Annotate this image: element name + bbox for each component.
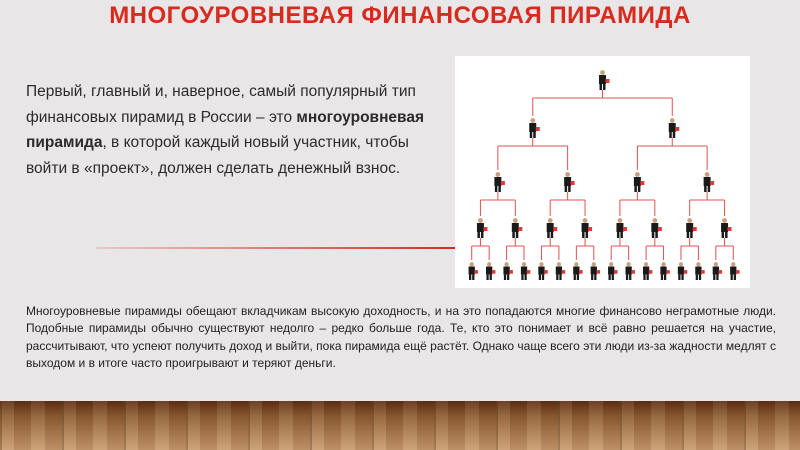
person-leg-icon [481,232,484,238]
person-leg-icon [533,132,536,138]
person-body-icon [556,267,562,275]
divider-line [96,247,456,249]
person-body-icon [512,223,519,232]
person-leg-icon [704,186,707,192]
person-head-icon [530,118,535,123]
person-head-icon [652,218,657,223]
person-body-icon [695,267,701,275]
person-body-icon [721,223,728,232]
person-leg-icon [612,275,614,280]
briefcase-icon [588,227,592,231]
person-head-icon [722,218,727,223]
person-leg-icon [669,132,672,138]
person-head-icon [609,262,613,266]
person-leg-icon [551,232,554,238]
person-leg-icon [521,275,523,280]
person-body-icon [651,223,658,232]
intro-bold-term: многоуровневая пирамида [26,108,425,151]
person-body-icon [686,223,693,232]
person-leg-icon [469,275,471,280]
briefcase-icon [684,270,688,274]
person-leg-icon [638,186,641,192]
person-head-icon [478,218,483,223]
person-body-icon [660,267,666,275]
intro-paragraph [26,79,426,181]
person-head-icon [600,70,605,75]
person-leg-icon [516,232,519,238]
briefcase-icon [631,270,635,274]
person-leg-icon [556,275,558,280]
briefcase-icon [666,270,670,274]
briefcase-icon [544,270,548,274]
briefcase-icon [675,127,679,131]
person-head-icon [592,262,596,266]
person-body-icon [573,267,579,275]
person-body-icon [486,267,492,275]
intro-text-start: Первый, главный и, наверное, самый популярный тип финансовых пирамид в России – это [26,83,416,126]
person-leg-icon [559,275,561,280]
person-head-icon [539,262,543,266]
person-head-icon [513,218,518,223]
person-leg-icon [725,232,728,238]
person-body-icon [469,267,475,275]
briefcase-icon [623,227,627,231]
person-body-icon [477,223,484,232]
person-leg-icon [647,275,649,280]
person-leg-icon [591,275,593,280]
person-leg-icon [600,84,603,90]
briefcase-icon [483,227,487,231]
person-leg-icon [734,275,736,280]
briefcase-icon [596,270,600,274]
person-leg-icon [603,84,606,90]
person-body-icon [591,267,597,275]
wooden-floor-decoration [0,401,800,450]
briefcase-icon [518,227,522,231]
person-leg-icon [495,186,498,192]
person-leg-icon [577,275,579,280]
person-leg-icon [716,275,718,280]
person-leg-icon [687,232,690,238]
person-leg-icon [681,275,683,280]
person-body-icon [564,177,571,186]
person-body-icon [713,267,719,275]
person-head-icon [679,262,683,266]
person-head-icon [618,218,623,223]
person-leg-icon [486,275,488,280]
person-body-icon [616,223,623,232]
briefcase-icon [553,227,557,231]
pyramid-diagram [455,56,750,288]
person-leg-icon [652,232,655,238]
person-head-icon [696,262,700,266]
person-body-icon [730,267,736,275]
person-leg-icon [678,275,680,280]
person-leg-icon [524,275,526,280]
person-leg-icon [634,186,637,192]
person-head-icon [635,172,640,177]
person-leg-icon [655,232,658,238]
briefcase-icon [562,270,566,274]
person-leg-icon [582,232,585,238]
person-leg-icon [690,232,693,238]
briefcase-icon [527,270,531,274]
person-head-icon [557,262,561,266]
person-head-icon [661,262,665,266]
person-head-icon [574,262,578,266]
briefcase-icon [509,270,513,274]
person-body-icon [494,177,501,186]
person-body-icon [503,267,509,275]
person-head-icon [565,172,570,177]
person-body-icon [643,267,649,275]
person-leg-icon [472,275,474,280]
person-leg-icon [477,232,480,238]
briefcase-icon [658,227,662,231]
person-leg-icon [629,275,631,280]
person-head-icon [644,262,648,266]
briefcase-icon [614,270,618,274]
person-body-icon [704,177,711,186]
briefcase-icon [536,127,540,131]
person-leg-icon [565,186,568,192]
person-leg-icon [722,232,725,238]
person-head-icon [670,118,675,123]
person-leg-icon [547,232,550,238]
person-leg-icon [594,275,596,280]
pyramid-illustration [455,56,750,288]
person-leg-icon [696,275,698,280]
person-head-icon [522,262,526,266]
person-leg-icon [664,275,666,280]
person-body-icon [678,267,684,275]
briefcase-icon [571,181,575,185]
briefcase-icon [492,270,496,274]
person-leg-icon [699,275,701,280]
briefcase-icon [728,227,732,231]
person-leg-icon [713,275,715,280]
body-paragraph: Многоуровневые пирамиды обещают вкладчикам высокую доходность, и на это попадаются многие финансово неграмотные люди. Подобные пирамиды обычно существуют недолго – редко больше года. Те, кто это понимает и всё равно решается на участие, рассчитывают, что успеют получить доход и выйти, пока пирамида ещё растёт. Однако чаще всего эти люди из-за жадности медлят с выходом и в итоге часто проигрывают и теряют деньги. [26,304,776,371]
briefcase-icon [701,270,705,274]
briefcase-icon [606,79,610,83]
person-leg-icon [708,186,711,192]
briefcase-icon [649,270,653,274]
person-head-icon [705,172,710,177]
person-body-icon [529,123,536,132]
person-head-icon [548,218,553,223]
person-body-icon [599,75,606,84]
person-leg-icon [539,275,541,280]
person-head-icon [687,218,692,223]
person-body-icon [634,177,641,186]
person-leg-icon [490,275,492,280]
person-leg-icon [586,232,589,238]
person-leg-icon [568,186,571,192]
person-body-icon [582,223,589,232]
person-body-icon [547,223,554,232]
briefcase-icon [736,270,740,274]
person-head-icon [731,262,735,266]
slide-title: МНОГОУРОВНЕВАЯ ФИНАНСОВАЯ ПИРАМИДА [109,2,691,29]
person-leg-icon [512,232,515,238]
person-body-icon [669,123,676,132]
person-leg-icon [731,275,733,280]
person-head-icon [470,262,474,266]
briefcase-icon [640,181,644,185]
person-leg-icon [609,275,611,280]
person-leg-icon [661,275,663,280]
person-leg-icon [530,132,533,138]
person-leg-icon [617,232,620,238]
person-head-icon [583,218,588,223]
person-body-icon [521,267,527,275]
person-head-icon [495,172,500,177]
person-head-icon [487,262,491,266]
person-head-icon [714,262,718,266]
person-leg-icon [507,275,509,280]
briefcase-icon [474,270,478,274]
briefcase-icon [710,181,714,185]
person-leg-icon [542,275,544,280]
person-leg-icon [673,132,676,138]
person-leg-icon [504,275,506,280]
person-body-icon [538,267,544,275]
person-leg-icon [574,275,576,280]
person-body-icon [608,267,614,275]
intro-text-end: , в которой каждый новый участник, чтобы войти в «проект», должен сделать денежный взнос. [26,134,409,177]
person-leg-icon [626,275,628,280]
person-body-icon [626,267,632,275]
person-leg-icon [643,275,645,280]
briefcase-icon [579,270,583,274]
briefcase-icon [719,270,723,274]
person-head-icon [626,262,630,266]
person-leg-icon [620,232,623,238]
person-leg-icon [498,186,501,192]
briefcase-icon [501,181,505,185]
briefcase-icon [693,227,697,231]
person-head-icon [504,262,508,266]
